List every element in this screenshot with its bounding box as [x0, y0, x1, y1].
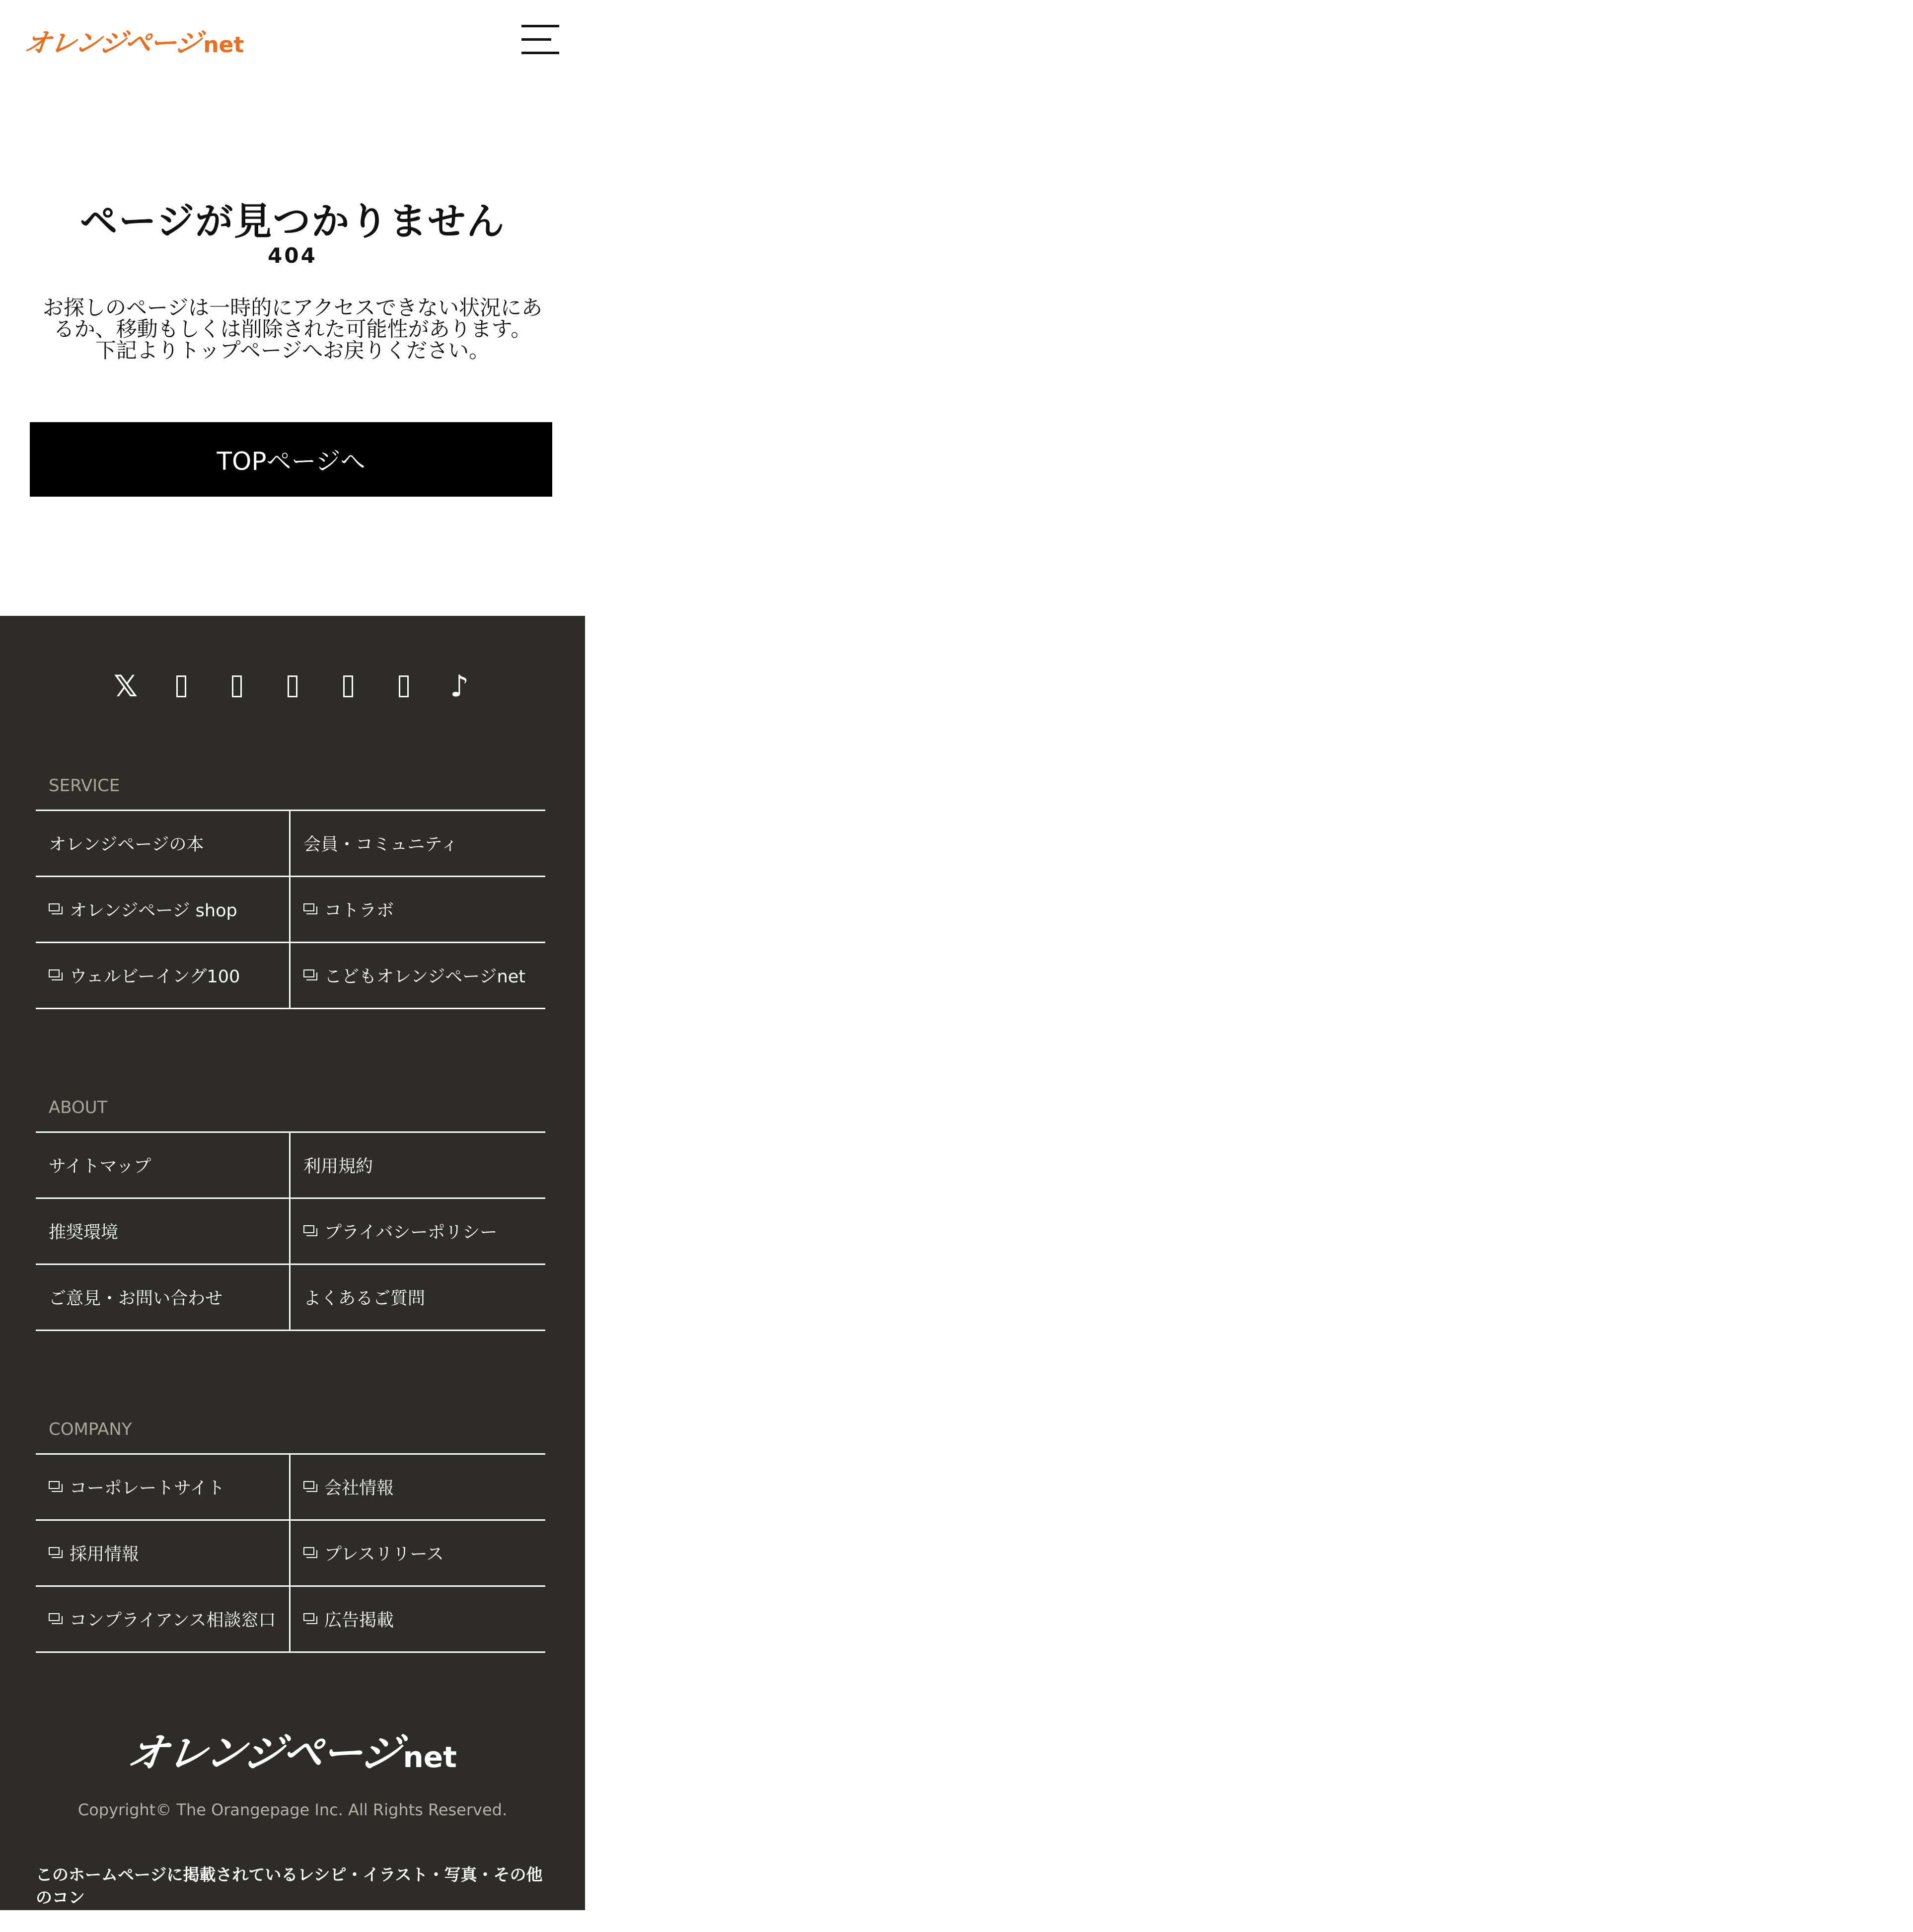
link-row [36, 1587, 545, 1653]
external-link-icon [303, 1481, 318, 1493]
link-row [36, 1133, 545, 1199]
copyright-notice [36, 1863, 552, 1932]
social-icon-4[interactable] [277, 670, 308, 702]
external-link-icon [303, 1547, 318, 1559]
logo-net: net [403, 1740, 457, 1774]
link-row [36, 1455, 545, 1521]
footer-link-environment[interactable]: 推奨環境 [36, 1199, 291, 1263]
external-link-icon [303, 1225, 318, 1237]
footer-link-recruit[interactable]: 採用情報 [36, 1521, 291, 1585]
footer-link-wellbeing[interactable]: ウェルビーイング100 [36, 943, 291, 1008]
footer-logo[interactable] [0, 1721, 585, 1779]
notice-line: このホームページに掲載されているレシピ・イラスト・写真・その他のコン [36, 1865, 543, 1907]
link-grid [36, 1453, 545, 1653]
section-label: SERVICE [49, 776, 120, 796]
social-icon-3[interactable] [221, 670, 253, 702]
logo-net: net [203, 32, 244, 58]
external-link-icon [49, 903, 64, 915]
external-link-icon [49, 1547, 64, 1559]
social-icon-5[interactable] [332, 670, 364, 702]
footer [0, 616, 585, 1930]
link-row [36, 1521, 545, 1587]
notice-line: テンツの無断転載を禁じます。 [36, 1911, 263, 1930]
footer-link-faq[interactable]: よくあるご質問 [303, 1289, 426, 1309]
external-link-icon [303, 903, 318, 915]
error-message [20, 297, 565, 361]
section-label: COMPANY [49, 1419, 132, 1439]
footer-link-shop[interactable]: オレンジページ shop [36, 877, 291, 942]
copyright: Copyright© The Orangepage Inc. All Rights Reserved. [77, 1800, 508, 1819]
message-line: お探しのページは一時的にアクセスできない状況にあ [43, 296, 542, 320]
external-link-icon [49, 1613, 64, 1625]
external-link-icon [303, 1613, 318, 1625]
social-icon-2[interactable] [165, 670, 197, 702]
link-row [36, 943, 545, 1009]
page [0, 0, 585, 1930]
message-line: 下記よりトップページへお戻りください。 [95, 338, 490, 363]
link-row [36, 811, 545, 877]
link-row [36, 877, 545, 943]
footer-link-contact[interactable]: ご意見・お問い合わせ [36, 1265, 291, 1330]
footer-link-corporate[interactable]: コーポレートサイト [36, 1455, 291, 1519]
footer-link-privacy[interactable]: プライバシーポリシー [291, 1199, 545, 1263]
external-link-icon [49, 969, 64, 981]
hamburger-menu-icon[interactable] [521, 25, 559, 55]
footer-link-kotolabo[interactable]: コトラボ [291, 877, 545, 942]
x-icon[interactable]: 𝕏 [113, 669, 138, 704]
footer-link-books[interactable]: オレンジページの本 [36, 811, 291, 876]
site-logo[interactable] [22, 22, 244, 59]
page-background [585, 0, 1913, 1910]
social-icon-6[interactable] [388, 670, 420, 702]
external-link-icon [303, 969, 318, 981]
page-title: ページが見つかりません [79, 199, 506, 243]
tiktok-icon[interactable]: ♪ [449, 669, 469, 704]
footer-link-membership[interactable]: 会員・コミュニティ [303, 835, 458, 855]
footer-link-advertising[interactable]: 広告掲載 [291, 1587, 545, 1651]
logo-mark: オレンジページ [22, 27, 203, 59]
link-row [36, 1265, 545, 1331]
section-label: ABOUT [49, 1098, 108, 1117]
footer-link-terms[interactable]: 利用規約 [303, 1157, 373, 1177]
footer-link-kodomo[interactable]: こどもオレンジページnet [291, 943, 545, 1008]
footer-link-press[interactable]: プレスリリース [291, 1521, 545, 1585]
link-row [36, 1199, 545, 1265]
footer-link-company-info[interactable]: 会社情報 [291, 1455, 545, 1519]
footer-link-sitemap[interactable]: サイトマップ [36, 1133, 291, 1197]
error-code: 404 [268, 243, 317, 268]
logo-mark: オレンジページ [124, 1730, 403, 1777]
message-line: るか、移動もしくは削除された可能性があります。 [53, 317, 532, 341]
link-grid [36, 810, 545, 1009]
external-link-icon [49, 1481, 64, 1493]
top-page-button[interactable]: TOPページへ [30, 422, 552, 497]
social-links [0, 670, 585, 702]
link-grid [36, 1131, 545, 1331]
footer-link-compliance[interactable]: コンプライアンス相談窓口 [36, 1587, 291, 1651]
